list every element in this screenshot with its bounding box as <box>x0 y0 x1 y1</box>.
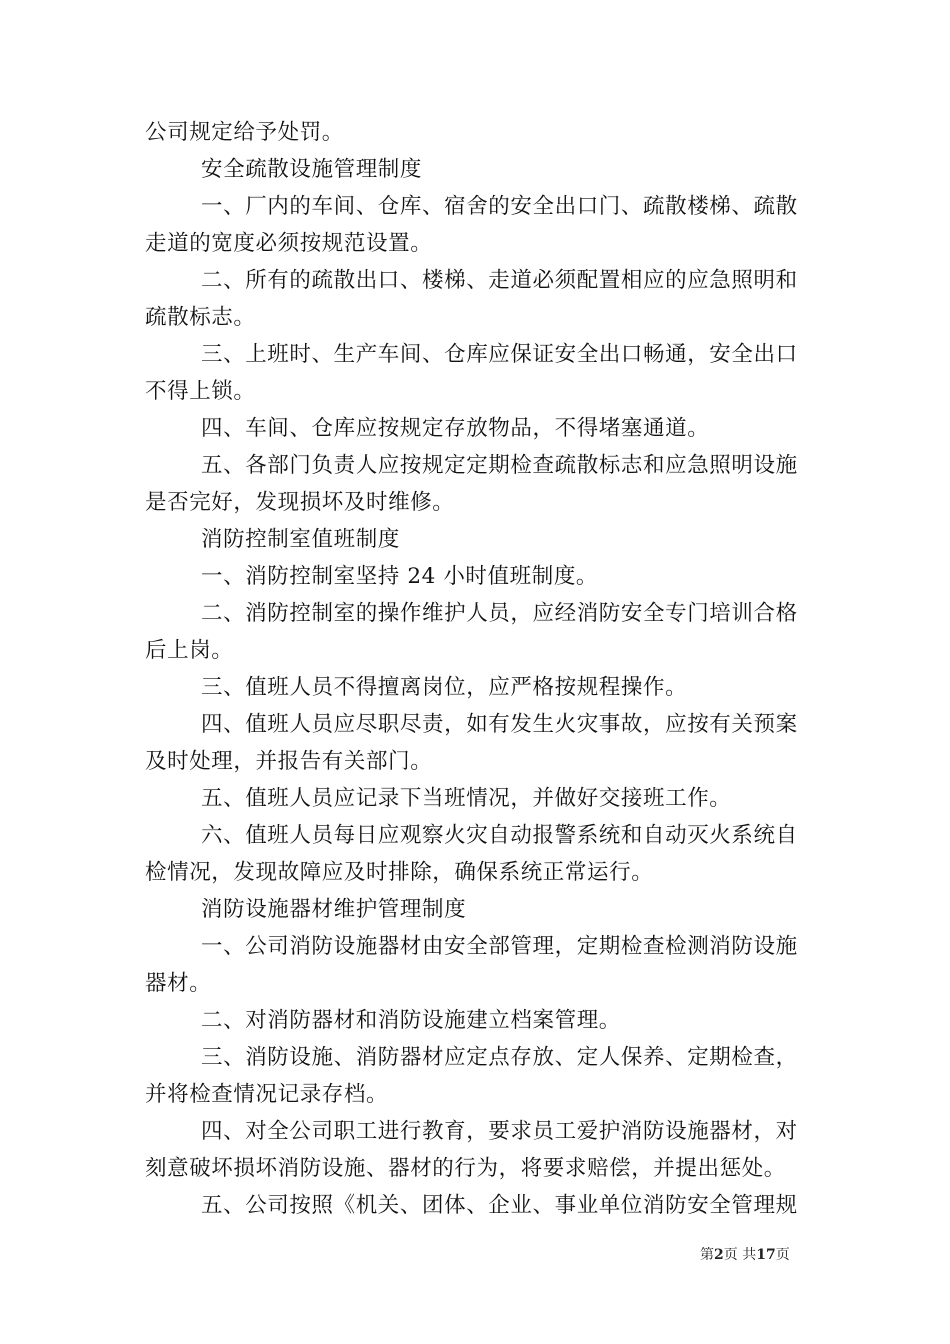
text-line: 四、值班人员应尽职尽责，如有发生火灾事故，应按有关预案 <box>201 712 798 737</box>
text-line: 五、各部门负责人应按规定定期检查疏散标志和应急照明设施 <box>201 453 798 478</box>
footer-suffix: 页 <box>775 1247 790 1263</box>
text-line: 并将检查情况记录存档。 <box>145 1082 389 1107</box>
text-line: 六、值班人员每日应观察火灾自动报警系统和自动灭火系统自 <box>201 823 798 848</box>
text-line: 检情况，发现故障应及时排除，确保系统正常运行。 <box>145 860 654 885</box>
footer-middle: 页 共 <box>723 1247 757 1263</box>
text-line: 走道的宽度必须按规范设置。 <box>145 231 433 256</box>
text-line: 消防设施器材维护管理制度 <box>201 897 467 922</box>
text-line: 是否完好，发现损坏及时维修。 <box>145 490 455 515</box>
text-line: 三、值班人员不得擅离岗位，应严格按规程操作。 <box>201 675 688 700</box>
text-line: 二、所有的疏散出口、楼梯、走道必须配置相应的应急照明和 <box>201 268 798 293</box>
text-line: 消防控制室值班制度 <box>201 527 400 552</box>
text-line: 器材。 <box>145 971 212 996</box>
text-line: 二、消防控制室的操作维护人员，应经消防安全专门培训合格 <box>201 601 798 626</box>
text-line: 三、上班时、生产车间、仓库应保证安全出口畅通，安全出口 <box>201 342 798 367</box>
text-line: 三、消防设施、消防器材应定点存放、定人保养、定期检查， <box>201 1045 798 1070</box>
text-line: 刻意破坏损坏消防设施、器材的行为，将要求赔偿，并提出惩处。 <box>145 1156 786 1181</box>
text-line: 一、消防控制室坚持 24 小时值班制度。 <box>201 564 599 589</box>
text-line: 五、公司按照《机关、团体、企业、事业单位消防安全管理规 <box>201 1193 798 1218</box>
text-line: 四、对全公司职工进行教育，要求员工爱护消防设施器材，对 <box>201 1119 798 1144</box>
text-line: 二、对消防器材和消防设施建立档案管理。 <box>201 1008 621 1033</box>
text-line: 公司规定给予处罚。 <box>145 120 344 145</box>
text-line: 一、公司消防设施器材由安全部管理，定期检查检测消防设施 <box>201 934 798 959</box>
text-line: 不得上锁。 <box>145 379 256 404</box>
footer-total-pages: 17 <box>756 1247 776 1263</box>
text-line: 后上岗。 <box>145 638 234 663</box>
text-line: 四、车间、仓库应按规定存放物品，不得堵塞通道。 <box>201 416 710 441</box>
document-body <box>145 114 807 1224</box>
text-line: 及时处理，并报告有关部门。 <box>145 749 433 774</box>
footer-prefix: 第 <box>700 1247 714 1263</box>
footer-current-page: 2 <box>714 1247 724 1263</box>
text-line: 一、厂内的车间、仓库、宿舍的安全出口门、疏散楼梯、疏散 <box>201 194 798 219</box>
text-line: 五、值班人员应记录下当班情况，并做好交接班工作。 <box>201 786 732 811</box>
text-line: 疏散标志。 <box>145 305 256 330</box>
text-line: 安全疏散设施管理制度 <box>201 157 423 182</box>
page-footer <box>700 1246 790 1264</box>
